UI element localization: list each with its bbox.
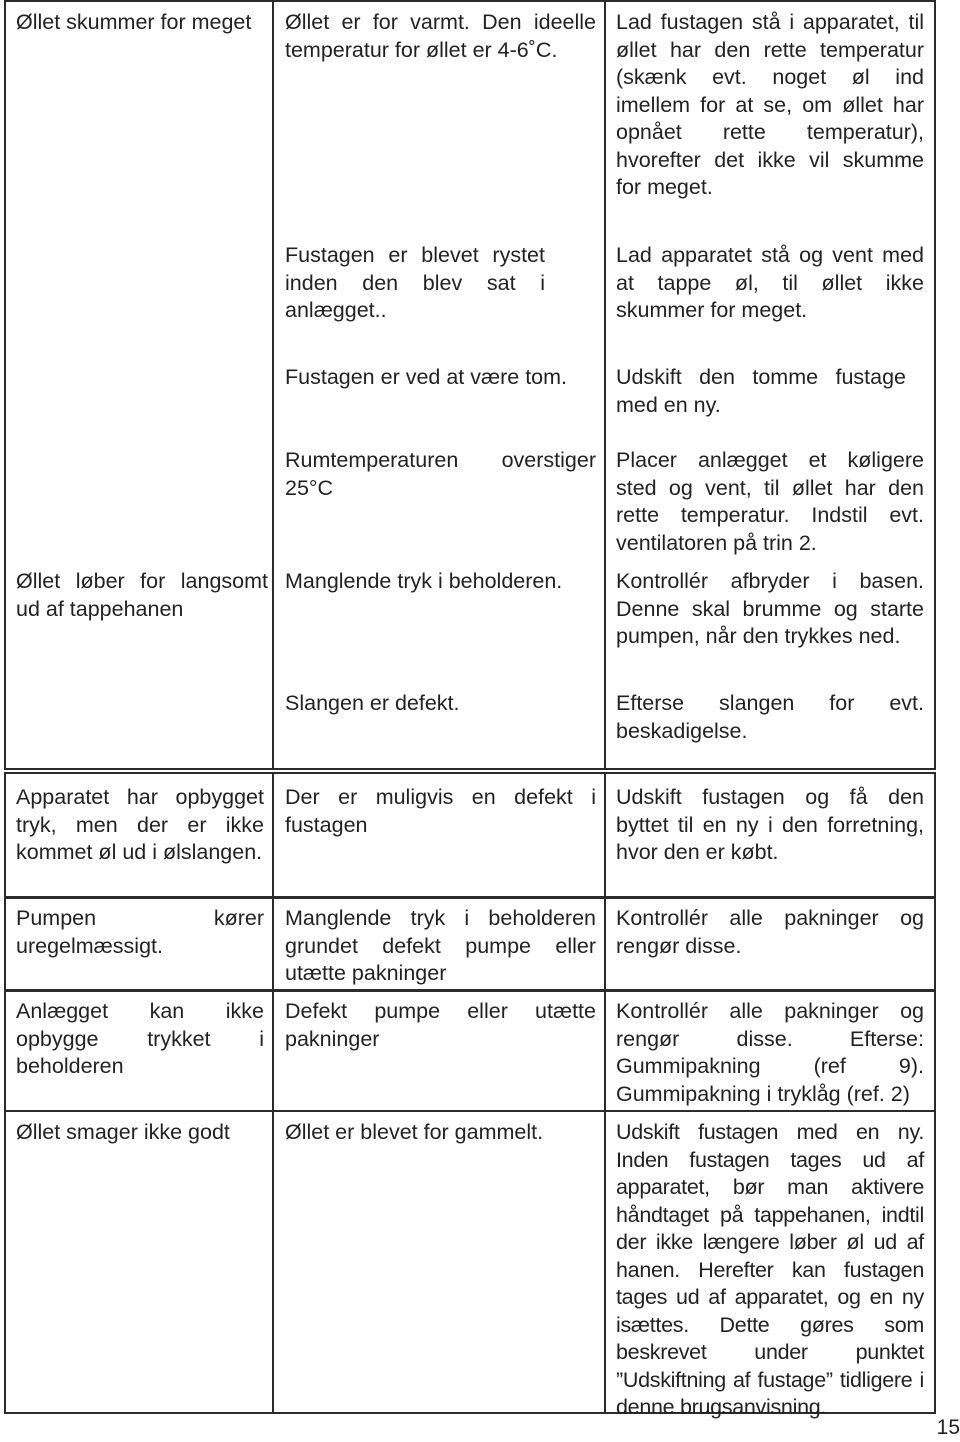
cause-text: Fustagen er blevet rystet inden den blev sat i anlægget.. [285,243,545,322]
remedy-text: Placer anlægget et køligere sted og vent, til øllet har den rette temperatur. Indstil evt. ventilatoren på trin 2. [616,448,924,555]
cause-text: Der er muligvis en defekt i fustagen [285,785,596,837]
cause-cell [272,1110,606,1414]
cause-text: Defekt pumpe eller utætte pakninger [285,999,596,1051]
problem-text: Pumpen kører uregelmæssigt. [16,906,264,958]
cause-text: Manglende tryk i beholderen grundet defekt pumpe eller utætte pakninger [285,906,596,985]
remedy-text: Udskift fustagen og få den byttet til en ny i den forretning, hvor den er købt. [616,785,924,864]
problem-cell [4,1110,274,1414]
remedy-text: Efterse slangen for evt. beskadigelse. [616,691,924,743]
problem-text: Apparatet har opbygget tryk, men der er ikke kommet øl ud i ølslangen. [16,785,264,864]
remedy-text: Udskift den tomme fustage med en ny. [616,365,906,417]
cause-text: Fustagen er ved at være tom. [285,365,568,389]
problem-text: Øllet løber for langsomt ud af tappehanen [16,569,268,621]
remedy-text: Kontrollér alle pakninger og rengør disse. [616,906,924,958]
cause-text: Manglende tryk i beholderen. [285,569,563,593]
cause-text: Rumtemperaturen overstiger 25°C [285,448,596,500]
remedy-text: Lad fustagen stå i apparatet, til øllet har den rette temperatur (skænk evt. noget øl ind imellem for at se, om øllet har opnået rette temperatur), hvorefter det ikke vil skumme for meget. [616,10,924,199]
problem-text: Anlægget kan ikke opbygge trykket i beholderen [16,999,264,1078]
remedy-text: Kontrollér afbryder i basen. Denne skal brumme og starte pumpen, når den trykkes ned. [616,569,924,648]
cause-text: Øllet er for varmt. Den ideelle temperatur for øllet er 4-6˚C. [285,10,596,62]
problem-text: Øllet smager ikke godt [16,1120,230,1144]
cause-text: Øllet er blevet for gammelt. [285,1120,544,1144]
problem-cell [4,0,274,770]
page-number: 15 [936,1416,960,1439]
problem-text: Øllet skummer for meget [16,10,252,34]
remedy-text: Kontrollér alle pakninger og rengør disse. Efterse: Gummipakning (ref 9). Gummipakning i tryklåg (ref. 2) [616,999,924,1106]
remedy-text: Udskift fustagen med en ny. Inden fustagen tages ud af apparatet, bør man aktivere håndtaget på tappehanen, indtil der ikke længere løber øl ud af hanen. Herefter kan fustagen tages ud af apparatet, og en ny isættes. Dette gøres som beskrevet under punktet ”Udskiftning af fustage” tidligere i denne brugsanvisning. [616,1120,924,1419]
cause-text: Slangen er defekt. [285,691,460,715]
remedy-text: Lad apparatet stå og vent med at tappe øl, til øllet ikke skummer for meget. [616,243,924,322]
